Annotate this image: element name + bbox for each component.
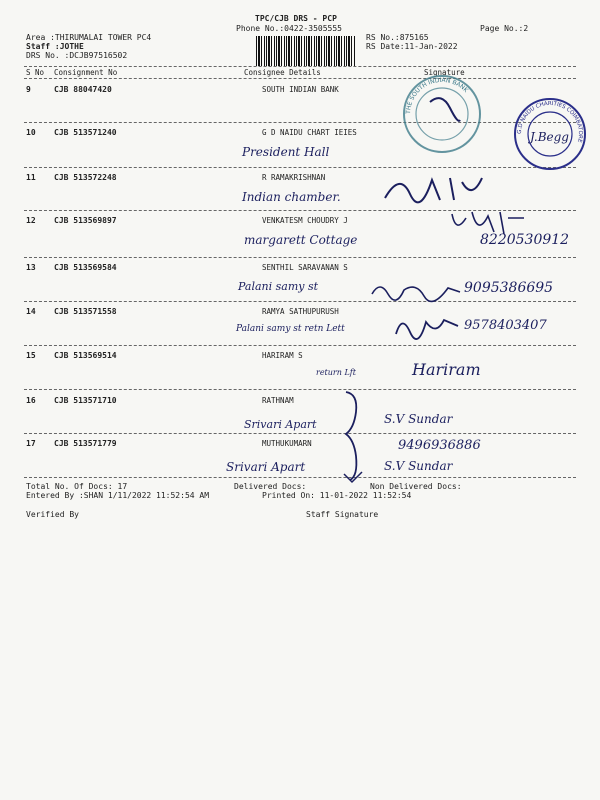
col-consignee: Consignee Details (244, 68, 321, 77)
row-consignee: HARIRAM S (262, 351, 303, 360)
handwritten-sign: S.V Sundar (384, 412, 453, 426)
row-divider (24, 257, 576, 258)
row-consignment: CJB 513571779 (54, 439, 117, 448)
handwritten-note: Srivari Apart (226, 460, 306, 474)
row-sno: 11 (26, 173, 36, 182)
handwritten-phone: 9578403407 (464, 318, 547, 333)
barcode (256, 36, 356, 66)
handwritten-note: return Lft (316, 368, 356, 377)
row-consignee: RATHNAM (262, 396, 294, 405)
entered-by: Entered By :SHAN 1/11/2022 11:52:54 AM (26, 491, 210, 500)
row-consignee: R RAMAKRISHNAN (262, 173, 326, 182)
row-consignee: G D NAIDU CHART IEIES (262, 128, 357, 137)
bank-stamp-text: THE SOUTH INDIAN BANK (404, 76, 470, 115)
handwritten-phone: 9095386695 (464, 280, 554, 296)
row-consignee: VENKATESM CHOUDRY J (262, 216, 348, 225)
row-consignee: SOUTH INDIAN BANK (262, 85, 339, 94)
row-consignment: CJB 513571558 (54, 307, 117, 316)
row-divider (24, 477, 576, 478)
signature-scribble (448, 208, 528, 238)
row-consignment: CJB 513571240 (54, 128, 117, 137)
row-divider (24, 122, 576, 123)
row-sno: 15 (26, 351, 36, 360)
row-sno: 10 (26, 128, 36, 137)
total-docs: Total No. Of Docs: 17 (26, 482, 128, 491)
signature-scribble (392, 314, 462, 338)
handwritten-name: Hariram (412, 360, 481, 379)
area-label: Area :THIRUMALAI TOWER PC4 (26, 33, 152, 42)
row-consignee: MUTHUKUMARN (262, 439, 312, 448)
printed-on: Printed On: 11-01-2022 11:52:54 (262, 491, 412, 500)
report-title: TPC/CJB DRS - PCP (255, 14, 337, 23)
row-consignment: CJB 513572248 (54, 173, 117, 182)
row-consignment: CJB 513569897 (54, 216, 117, 225)
col-consignment: Consignment No (54, 68, 118, 77)
non-delivered-docs: Non Delivered Docs: (370, 482, 462, 491)
header-divider-bottom (24, 78, 576, 79)
row-divider (24, 301, 576, 302)
row-consignment: CJB 513569584 (54, 263, 117, 272)
verified-by: Verified By (26, 510, 79, 519)
row-consignment: CJB 88047420 (54, 85, 112, 94)
drs-number: DRS No. :DCJB97516502 (26, 51, 128, 60)
handwritten-note: Palani samy st retn Lett (236, 324, 345, 334)
row-consignee: RAMYA SATHUPURUSH (262, 307, 339, 316)
row-sno: 16 (26, 396, 36, 405)
handwritten-note: Srivari Apart (244, 418, 317, 431)
gdnaidu-stamp-text: G.D NAIDU CHARITIES COIMBATORE (516, 100, 584, 144)
row-sno: 9 (26, 85, 31, 94)
staff-signature: Staff Signature (306, 510, 379, 519)
handwritten-sign: S.V Sundar (384, 459, 453, 473)
bank-stamp (400, 72, 484, 156)
page-number: Page No.:2 (480, 24, 529, 33)
col-sno: S No (26, 68, 45, 77)
rs-number: RS No.:875165 (366, 33, 429, 42)
handwritten-note: Indian chamber. (242, 190, 341, 204)
row-divider (24, 433, 576, 434)
row-consignee: SENTHIL SARAVANAN S (262, 263, 348, 272)
row-consignment: CJB 513571710 (54, 396, 117, 405)
rs-date: RS Date:11-Jan-2022 (366, 42, 458, 51)
row-sno: 12 (26, 216, 36, 225)
row-sno: 17 (26, 439, 36, 448)
row-divider (24, 389, 576, 390)
row-sno: 13 (26, 263, 36, 272)
header-divider-top (24, 66, 576, 67)
brace-mark (340, 388, 370, 484)
staff-label: Staff :JOTHE (26, 42, 84, 51)
row-divider (24, 167, 576, 168)
handwritten-phone: 8220530912 (480, 232, 570, 248)
signature-scribble (368, 278, 464, 302)
row-sno: 14 (26, 307, 36, 316)
handwritten-note: President Hall (242, 145, 330, 159)
phone-number: Phone No.:0422-3505555 (236, 24, 342, 33)
row-divider (24, 345, 576, 346)
handwritten-note: margarett Cottage (244, 233, 358, 247)
signature-scribble (380, 170, 500, 206)
handwritten-note: Palani samy st (238, 280, 319, 293)
delivered-docs: Delivered Docs: (234, 482, 307, 491)
col-signature: Signature (424, 68, 465, 77)
row-consignment: CJB 513569514 (54, 351, 117, 360)
stamp-handwriting: J.Begg (530, 130, 569, 144)
handwritten-phone: 9496936886 (398, 438, 481, 453)
